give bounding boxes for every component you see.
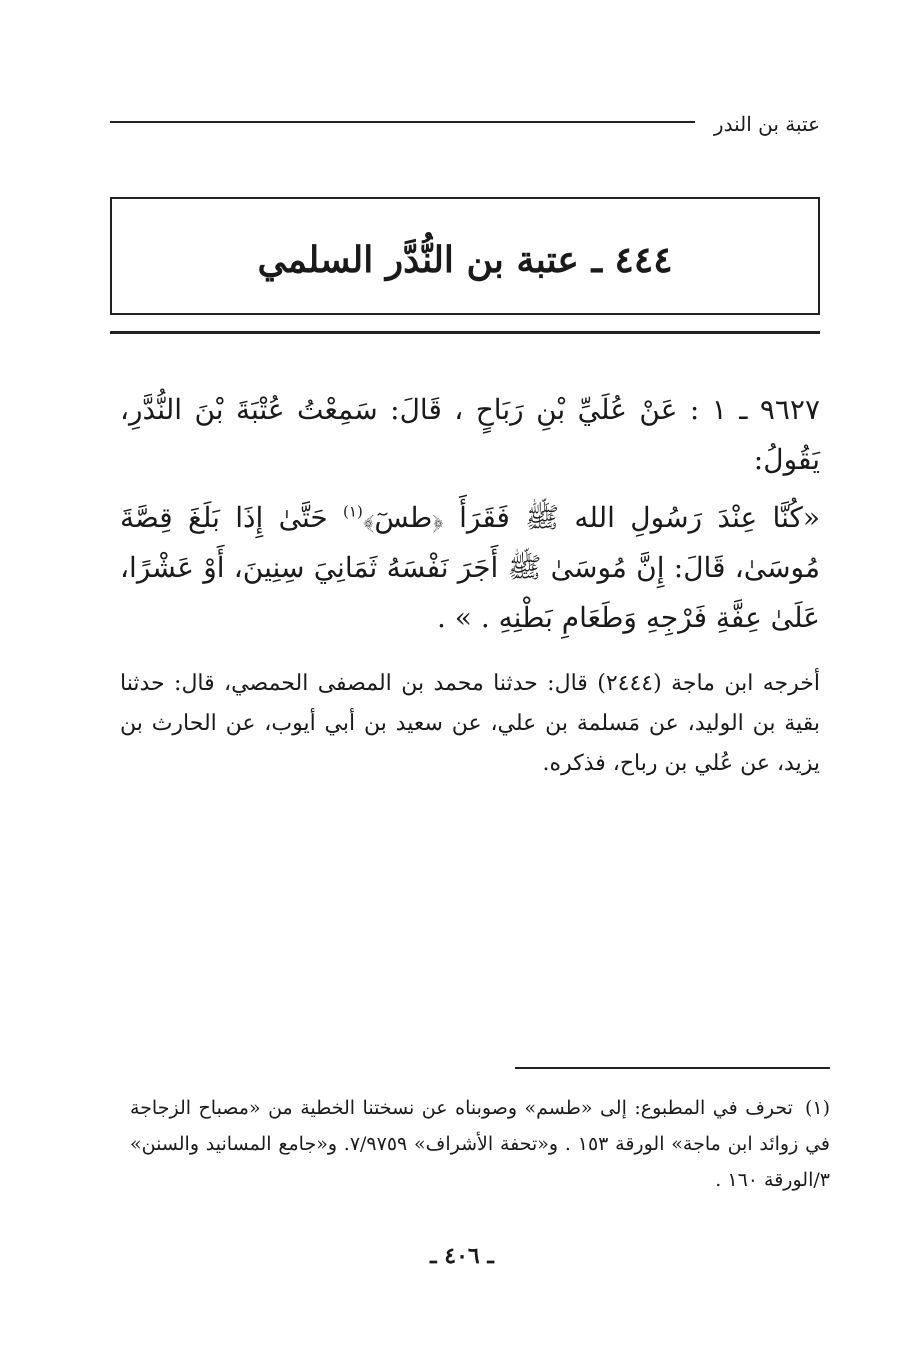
chapter-title: ٤٤٤ ـ عتبة بن النُّدَّر السلمي bbox=[257, 239, 673, 281]
footnote-reference: (١) bbox=[343, 502, 363, 521]
title-underline bbox=[110, 331, 820, 334]
hadith-matn bbox=[120, 493, 820, 643]
header-rule bbox=[110, 121, 695, 123]
page-number: ـ ٤٠٦ ـ bbox=[430, 1243, 494, 1269]
footnotes bbox=[130, 1090, 830, 1198]
chapter-title-box bbox=[110, 197, 820, 315]
footnote-text: تحرف في المطبوع: إلى «طسم» وصوبناه عن نسختنا الخطية من «مصباح الزجاجة في زوائد ابن ماجة» الورقة ١٥٣ . و«تحفة الأشراف» ٧/٩٧٥٩. و«جامع المسانيد والسنن» ٣/الورقة ١٦٠ . bbox=[130, 1097, 830, 1191]
running-header bbox=[110, 112, 820, 142]
footnote-marker: (١) bbox=[804, 1097, 830, 1119]
footnote-item bbox=[130, 1090, 830, 1198]
takhrij-text bbox=[120, 664, 820, 784]
hadith-text bbox=[120, 385, 820, 643]
footnote-rule bbox=[515, 1067, 830, 1069]
takhrij-paragraph: أخرجه ابن ماجة (٢٤٤٤) قال: حدثنا محمد بن المصفى الحمصي، قال: حدثنا بقية بن الوليد، عن مَسلمة بن علي، عن سعيد بن أبي أيوب، عن الحارث بن يزيد، عن عُلي بن رباح، فذكره. bbox=[120, 671, 821, 776]
running-title: عتبة بن الندر bbox=[713, 112, 820, 136]
hadith-isnad: ٩٦٢٧ ـ ١ : عَنْ عُلَيِّ بْنِ رَبَاحٍ ، قَالَ: سَمِعْتُ عُتْبَةَ بْنَ النُّدَّرِ، يَقُولُ: bbox=[120, 393, 820, 476]
matn-part-2: حَتَّىٰ إِذَا بَلَغَ قِصَّةَ مُوسَىٰ، قَالَ: إِنَّ مُوسَىٰ ﷺ أَجَرَ نَفْسَهُ ثَمَانِيَ سِنِينَ، أَوْ عَشْرًا، عَلَىٰ عِفَّةِ فَرْجِهِ وَطَعَامِ بَطْنِهِ . » . bbox=[120, 501, 820, 634]
matn-part-1: «كُنَّا عِنْدَ رَسُولِ الله ﷺ فَقَرَأَ ﴿طسٓ﴾ bbox=[362, 501, 820, 534]
